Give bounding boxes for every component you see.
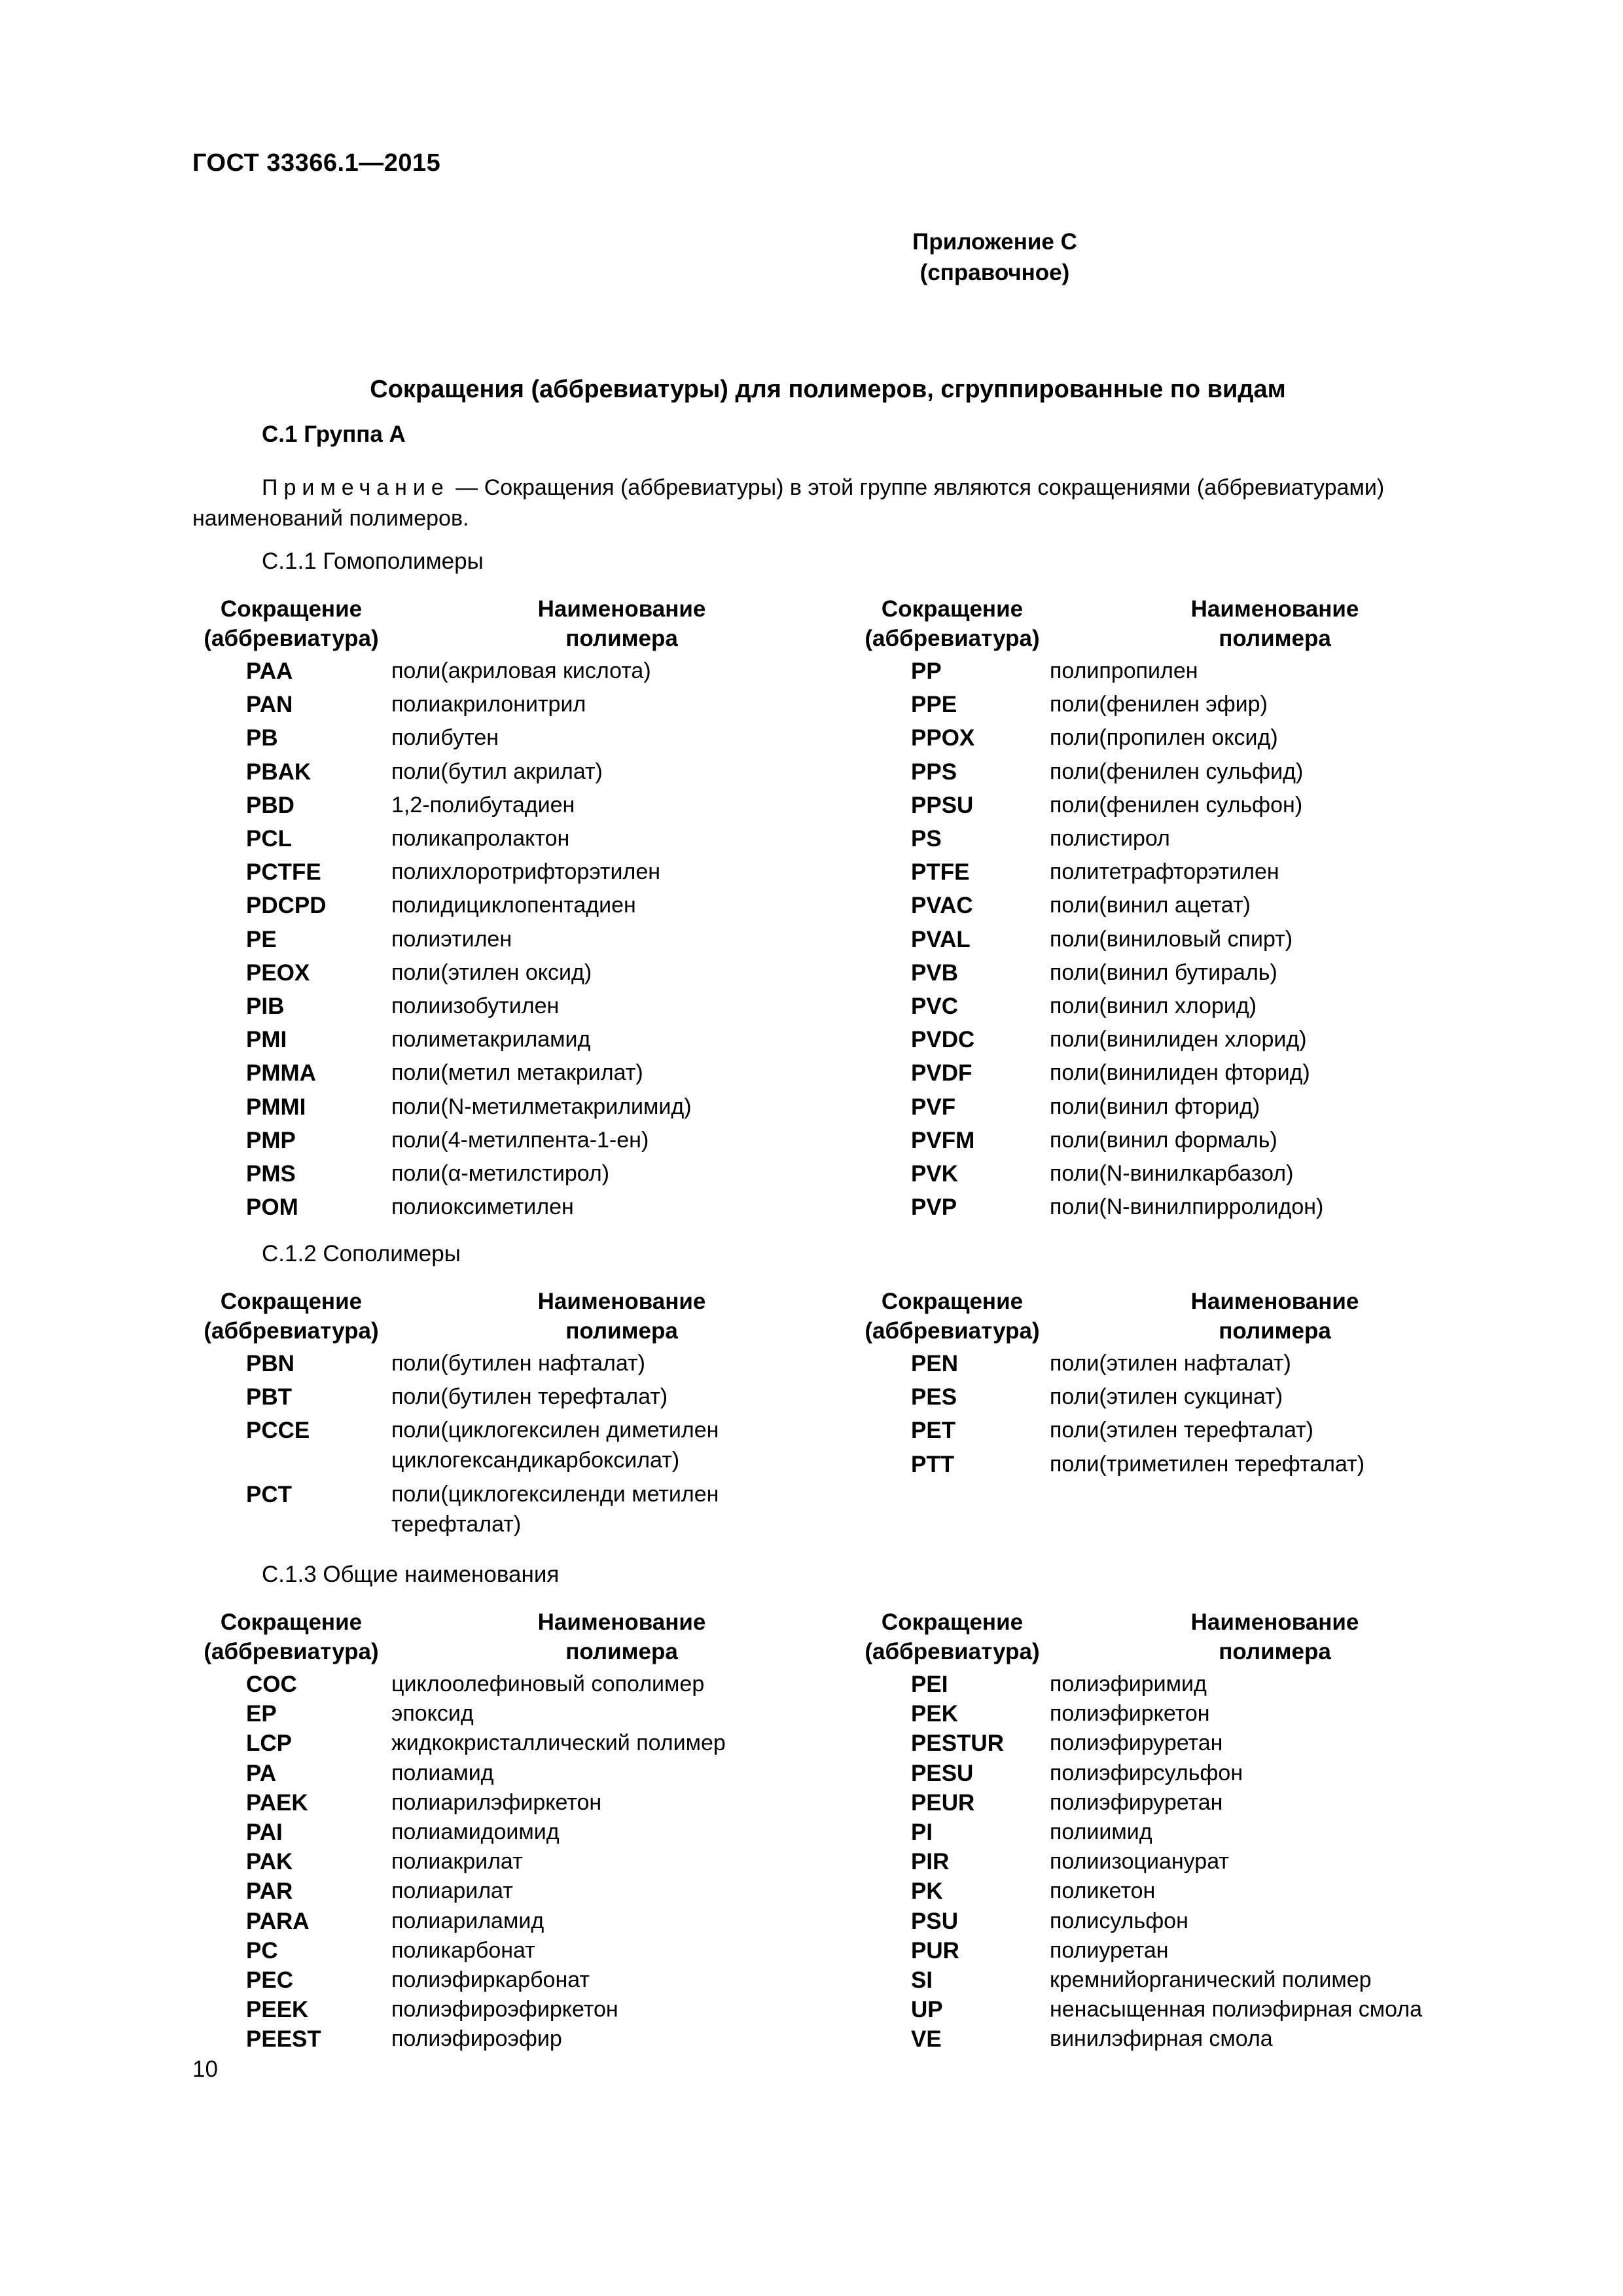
standard-header: ГОСТ 33366.1—2015 xyxy=(192,149,441,177)
column-header-name-line1: Наименование xyxy=(1190,1289,1359,1314)
polymer-name-cell-continued: циклогександикарбоксилат) xyxy=(391,1448,680,1473)
abbreviation-cell: PMI xyxy=(246,1027,287,1053)
polymer-name-cell: поли(бутилен терефталат) xyxy=(391,1384,668,1410)
abbreviation-cell: PIB xyxy=(246,994,285,1019)
polymer-name-cell: полиэфируретан xyxy=(1050,1731,1223,1756)
abbreviation-cell: PEK xyxy=(911,1701,958,1727)
column-header-name xyxy=(510,594,733,653)
polymer-name-cell: полистирол xyxy=(1050,826,1170,851)
abbreviation-cell: PS xyxy=(911,826,942,852)
abbreviation-cell: PVFM xyxy=(911,1127,975,1153)
polymer-name-cell: поли(этилен оксид) xyxy=(391,960,592,985)
abbreviation-cell: PK xyxy=(911,1878,943,1905)
column-header-name-line2: полимера xyxy=(565,626,678,651)
column-header-name-line1: Наименование xyxy=(1190,1609,1359,1635)
abbreviation-cell: PEEK xyxy=(246,1997,309,2023)
column-header-name-line1: Наименование xyxy=(537,1609,706,1635)
abbreviation-cell: PVB xyxy=(911,960,958,986)
column-header-name xyxy=(1164,594,1386,653)
column-header-abbreviation-line1: Сокращение xyxy=(881,596,1024,622)
polymer-name-cell: полиизобутилен xyxy=(391,994,560,1018)
polymer-name-cell: поли(циклогексилен диметилен xyxy=(391,1418,719,1443)
abbreviation-cell: PESTUR xyxy=(911,1731,1004,1757)
polymer-name-cell: поли(α-метилстирол) xyxy=(391,1161,610,1186)
polymer-name-cell: поли(винил бутираль) xyxy=(1050,960,1277,985)
polymer-name-cell: поли(бутил акрилат) xyxy=(391,759,603,784)
polymer-name-cell: полиуретан xyxy=(1050,1937,1169,1963)
polymer-name-cell: поли(этилен сукцинат) xyxy=(1050,1384,1283,1410)
polymer-name-cell: полидициклопентадиен xyxy=(391,893,636,918)
abbreviation-cell: PVP xyxy=(911,1194,957,1221)
polymer-name-cell: поли(винилиден фторид) xyxy=(1050,1060,1310,1086)
abbreviation-cell: VE xyxy=(911,2026,942,2053)
subsection-title: С.1.2 Сополимеры xyxy=(262,1241,461,1266)
abbreviation-cell: PIR xyxy=(911,1849,950,1875)
column-header-name-line2: полимера xyxy=(565,1639,678,1664)
abbreviation-cell: PESU xyxy=(911,1760,974,1786)
polymer-name-cell: поли(винил ацетат) xyxy=(1050,893,1251,918)
abbreviation-cell: PEOX xyxy=(246,960,310,986)
abbreviation-cell: PARA xyxy=(246,1908,310,1934)
polymer-name-cell: поли(триметилен терефталат) xyxy=(1050,1451,1365,1477)
polymer-name-cell: полибутен xyxy=(391,725,499,751)
abbreviation-cell: PB xyxy=(246,725,278,751)
column-header-abbreviation xyxy=(857,594,1047,653)
abbreviation-cell: COC xyxy=(246,1672,297,1697)
abbreviation-cell: PAK xyxy=(246,1849,293,1875)
column-header-name-line1: Наименование xyxy=(537,596,706,622)
abbreviation-cell: PAA xyxy=(246,658,293,684)
column-header-name-line2: полимера xyxy=(1219,1639,1331,1664)
note-label: Примечание xyxy=(262,475,450,500)
abbreviation-cell: PAN xyxy=(246,692,293,718)
abbreviation-cell: PEN xyxy=(911,1351,958,1376)
column-header-abbreviation-line2: (аббревиатура) xyxy=(204,626,379,651)
polymer-name-cell: циклоолефиновый сополимер xyxy=(391,1672,705,1696)
column-header-name-line1: Наименование xyxy=(1190,596,1359,622)
polymer-name-cell: жидкокристаллический полимер xyxy=(391,1731,726,1756)
column-header-abbreviation-line1: Сокращение xyxy=(220,1609,363,1635)
polymer-name-cell: полиакрилат xyxy=(391,1849,523,1874)
abbreviation-cell: PBD xyxy=(246,792,294,818)
polymer-name-cell: политетрафторэтилен xyxy=(1050,859,1279,885)
column-header-abbreviation-line2: (аббревиатура) xyxy=(865,626,1040,651)
polymer-name-cell: полиамид xyxy=(391,1760,494,1785)
abbreviation-cell: PCTFE xyxy=(246,859,321,886)
column-header-name-line1: Наименование xyxy=(537,1289,706,1314)
polymer-name-cell: ненасыщенная полиэфирная смола xyxy=(1050,1997,1423,2022)
abbreviation-cell: PEI xyxy=(911,1672,948,1697)
polymer-name-cell: полиакрилонитрил xyxy=(391,692,586,717)
polymer-name-cell: поли(бутилен нафталат) xyxy=(391,1351,645,1376)
abbreviation-cell: PDCPD xyxy=(246,893,327,919)
polymer-name-cell: поли(винил хлорид) xyxy=(1050,994,1257,1018)
abbreviation-cell: PCCE xyxy=(246,1418,310,1444)
note-text: — Сокращения (аббревиатуры) в этой группе являются сокращениями (аббревиатурами) xyxy=(449,475,1385,500)
polymer-name-cell: поли(фенилен сульфид) xyxy=(1050,759,1304,784)
column-header-name-line2: полимера xyxy=(1219,626,1331,651)
column-header-name-line2: полимера xyxy=(1219,1318,1331,1344)
section-title xyxy=(0,376,1623,404)
polymer-name-cell: полиамидоимид xyxy=(391,1820,560,1844)
polymer-name-cell: поли(метил метакрилат) xyxy=(391,1060,643,1086)
polymer-name-cell: полиэфиримид xyxy=(1050,1672,1207,1696)
polymer-name-cell: поли(фенилен эфир) xyxy=(1050,692,1268,717)
abbreviation-cell: PC xyxy=(246,1937,278,1964)
polymer-name-cell: полиариламид xyxy=(391,1908,544,1933)
polymer-name-cell: поли(винил формаль) xyxy=(1050,1127,1277,1153)
appendix-heading xyxy=(0,226,1623,288)
polymer-name-cell: полиэфироэфир xyxy=(391,2026,562,2052)
polymer-name-cell: поли(виниловый спирт) xyxy=(1050,926,1293,952)
column-header-abbreviation xyxy=(857,1607,1047,1666)
polymer-name-cell: полиимид xyxy=(1050,1820,1152,1844)
polymer-name-cell: полихлоротрифторэтилен xyxy=(391,859,661,885)
abbreviation-cell: PI xyxy=(911,1820,933,1845)
abbreviation-cell: PVAL xyxy=(911,926,971,952)
polymer-name-cell: поли(N-винилкарбазол) xyxy=(1050,1161,1294,1186)
abbreviation-cell: PCL xyxy=(246,826,292,852)
abbreviation-cell: PPOX xyxy=(911,725,975,751)
abbreviation-cell: PE xyxy=(246,926,277,952)
abbreviation-cell: PAR xyxy=(246,1878,293,1905)
polymer-name-cell: поли(4-метилпента-1-ен) xyxy=(391,1127,649,1153)
abbreviation-cell: PCT xyxy=(246,1481,292,1507)
appendix-label: Приложение С xyxy=(912,229,1077,255)
polymer-name-cell: поли(N-метилметакрилимид) xyxy=(391,1094,692,1119)
polymer-name-cell: 1,2-полибутадиен xyxy=(391,792,575,817)
abbreviation-cell: PBAK xyxy=(246,759,312,785)
abbreviation-cell: UP xyxy=(911,1997,943,2023)
abbreviation-cell: LCP xyxy=(246,1731,292,1757)
polymer-name-cell: полиоксиметилен xyxy=(391,1194,574,1220)
subsection-title: С.1.3 Общие наименования xyxy=(262,1562,560,1587)
polymer-name-cell: полиэфиркетон xyxy=(1050,1701,1210,1727)
abbreviation-cell: PVDF xyxy=(911,1060,972,1086)
polymer-name-cell: полиэфируретан xyxy=(1050,1789,1223,1815)
polymer-name-cell: полиметакриламид xyxy=(391,1027,591,1052)
abbreviation-cell: PBT xyxy=(246,1384,292,1410)
abbreviation-cell: PVF xyxy=(911,1094,956,1120)
polymer-name-cell: полиэфирсульфон xyxy=(1050,1760,1243,1785)
abbreviation-cell: PA xyxy=(246,1760,277,1786)
polymer-name-cell: поли(акриловая кислота) xyxy=(391,658,651,683)
abbreviation-cell: PET xyxy=(911,1418,956,1444)
column-header-name-line2: полимера xyxy=(565,1318,678,1344)
page-number: 10 xyxy=(192,2056,218,2082)
polymer-name-cell: поли(фенилен сульфон) xyxy=(1050,792,1303,817)
polymer-name-cell: поли(винил фторид) xyxy=(1050,1094,1260,1119)
column-header-abbreviation-line2: (аббревиатура) xyxy=(865,1318,1040,1344)
abbreviation-cell: PVC xyxy=(911,994,958,1019)
polymer-name-cell: полиарилат xyxy=(391,1878,513,1904)
polymer-name-cell: винилэфирная смола xyxy=(1050,2026,1273,2052)
abbreviation-cell: PES xyxy=(911,1384,957,1410)
abbreviation-cell: PPE xyxy=(911,692,957,718)
polymer-name-cell: поликетон xyxy=(1050,1878,1156,1904)
polymer-name-cell: поликапролактон xyxy=(391,826,570,851)
column-header-abbreviation-line1: Сокращение xyxy=(881,1609,1024,1635)
column-header-abbreviation-line2: (аббревиатура) xyxy=(865,1639,1040,1664)
column-header-abbreviation-line1: Сокращение xyxy=(220,1289,363,1314)
polymer-name-cell: полисульфон xyxy=(1050,1908,1188,1933)
abbreviation-cell: PEUR xyxy=(911,1789,975,1816)
abbreviation-cell: PMP xyxy=(246,1127,296,1153)
polymer-name-cell: полипропилен xyxy=(1050,658,1198,683)
column-header-abbreviation-line2: (аббревиатура) xyxy=(204,1639,379,1664)
polymer-name-cell: поли(пропилен оксид) xyxy=(1050,725,1278,751)
abbreviation-cell: PPSU xyxy=(911,792,974,818)
abbreviation-cell: PMS xyxy=(246,1161,296,1187)
abbreviation-cell: PVAC xyxy=(911,893,973,919)
column-header-name xyxy=(510,1287,733,1346)
column-header-name xyxy=(1164,1607,1386,1666)
polymer-name-cell: эпоксид xyxy=(391,1701,474,1727)
group-title: С.1 Группа А xyxy=(262,422,406,447)
column-header-name xyxy=(1164,1287,1386,1346)
polymer-name-cell: полиарилэфиркетон xyxy=(391,1789,602,1815)
abbreviation-cell: PAI xyxy=(246,1820,283,1845)
abbreviation-cell: PUR xyxy=(911,1937,959,1964)
polymer-name-cell: полиизоцианурат xyxy=(1050,1849,1229,1874)
abbreviation-cell: PEC xyxy=(246,1967,293,1993)
polymer-name-cell: поли(N-винилпирролидон) xyxy=(1050,1194,1324,1220)
section-title-text: Сокращения (аббревиатуры) для полимеров, сгруппированные по видам xyxy=(370,376,1286,403)
column-header-name xyxy=(510,1607,733,1666)
abbreviation-cell: PPS xyxy=(911,759,957,785)
polymer-name-cell: поли(этилен нафталат) xyxy=(1050,1351,1291,1376)
abbreviation-cell: PSU xyxy=(911,1908,958,1934)
polymer-name-cell: полиэфироэфиркетон xyxy=(391,1997,618,2022)
abbreviation-cell: PVDC xyxy=(911,1027,975,1053)
abbreviation-cell: PMMA xyxy=(246,1060,316,1086)
note-paragraph xyxy=(192,473,1501,534)
polymer-name-cell: полиэфиркарбонат xyxy=(391,1967,590,1992)
column-header-abbreviation xyxy=(857,1287,1047,1346)
abbreviation-cell: PEEST xyxy=(246,2026,321,2053)
abbreviation-cell: EP xyxy=(246,1701,277,1727)
column-header-abbreviation xyxy=(196,594,386,653)
polymer-name-cell: поли(винилиден хлорид) xyxy=(1050,1027,1307,1052)
column-header-abbreviation-line1: Сокращение xyxy=(220,596,363,622)
abbreviation-cell: PVK xyxy=(911,1161,958,1187)
abbreviation-cell: PP xyxy=(911,658,942,684)
subsection-title: С.1.1 Гомополимеры xyxy=(262,548,484,574)
abbreviation-cell: PAEK xyxy=(246,1789,308,1816)
polymer-name-cell: поли(этилен терефталат) xyxy=(1050,1418,1314,1443)
polymer-name-cell: полиэтилен xyxy=(391,926,512,952)
column-header-abbreviation-line1: Сокращение xyxy=(881,1289,1024,1314)
abbreviation-cell: PBN xyxy=(246,1351,294,1376)
column-header-abbreviation xyxy=(196,1607,386,1666)
column-header-abbreviation xyxy=(196,1287,386,1346)
column-header-abbreviation-line2: (аббревиатура) xyxy=(204,1318,379,1344)
polymer-name-cell: поли(циклогексиленди метилен xyxy=(391,1481,719,1507)
appendix-type: (справочное) xyxy=(919,260,1070,285)
polymer-name-cell-continued: терефталат) xyxy=(391,1511,522,1537)
abbreviation-cell: SI xyxy=(911,1967,933,1993)
polymer-name-cell: кремнийорганический полимер xyxy=(1050,1967,1372,1992)
abbreviation-cell: PTT xyxy=(911,1451,955,1477)
polymer-name-cell: поликарбонат xyxy=(391,1937,535,1963)
note-text-continued: наименований полимеров. xyxy=(192,506,469,531)
abbreviation-cell: POM xyxy=(246,1194,298,1221)
abbreviation-cell: PTFE xyxy=(911,859,970,886)
abbreviation-cell: PMMI xyxy=(246,1094,306,1120)
